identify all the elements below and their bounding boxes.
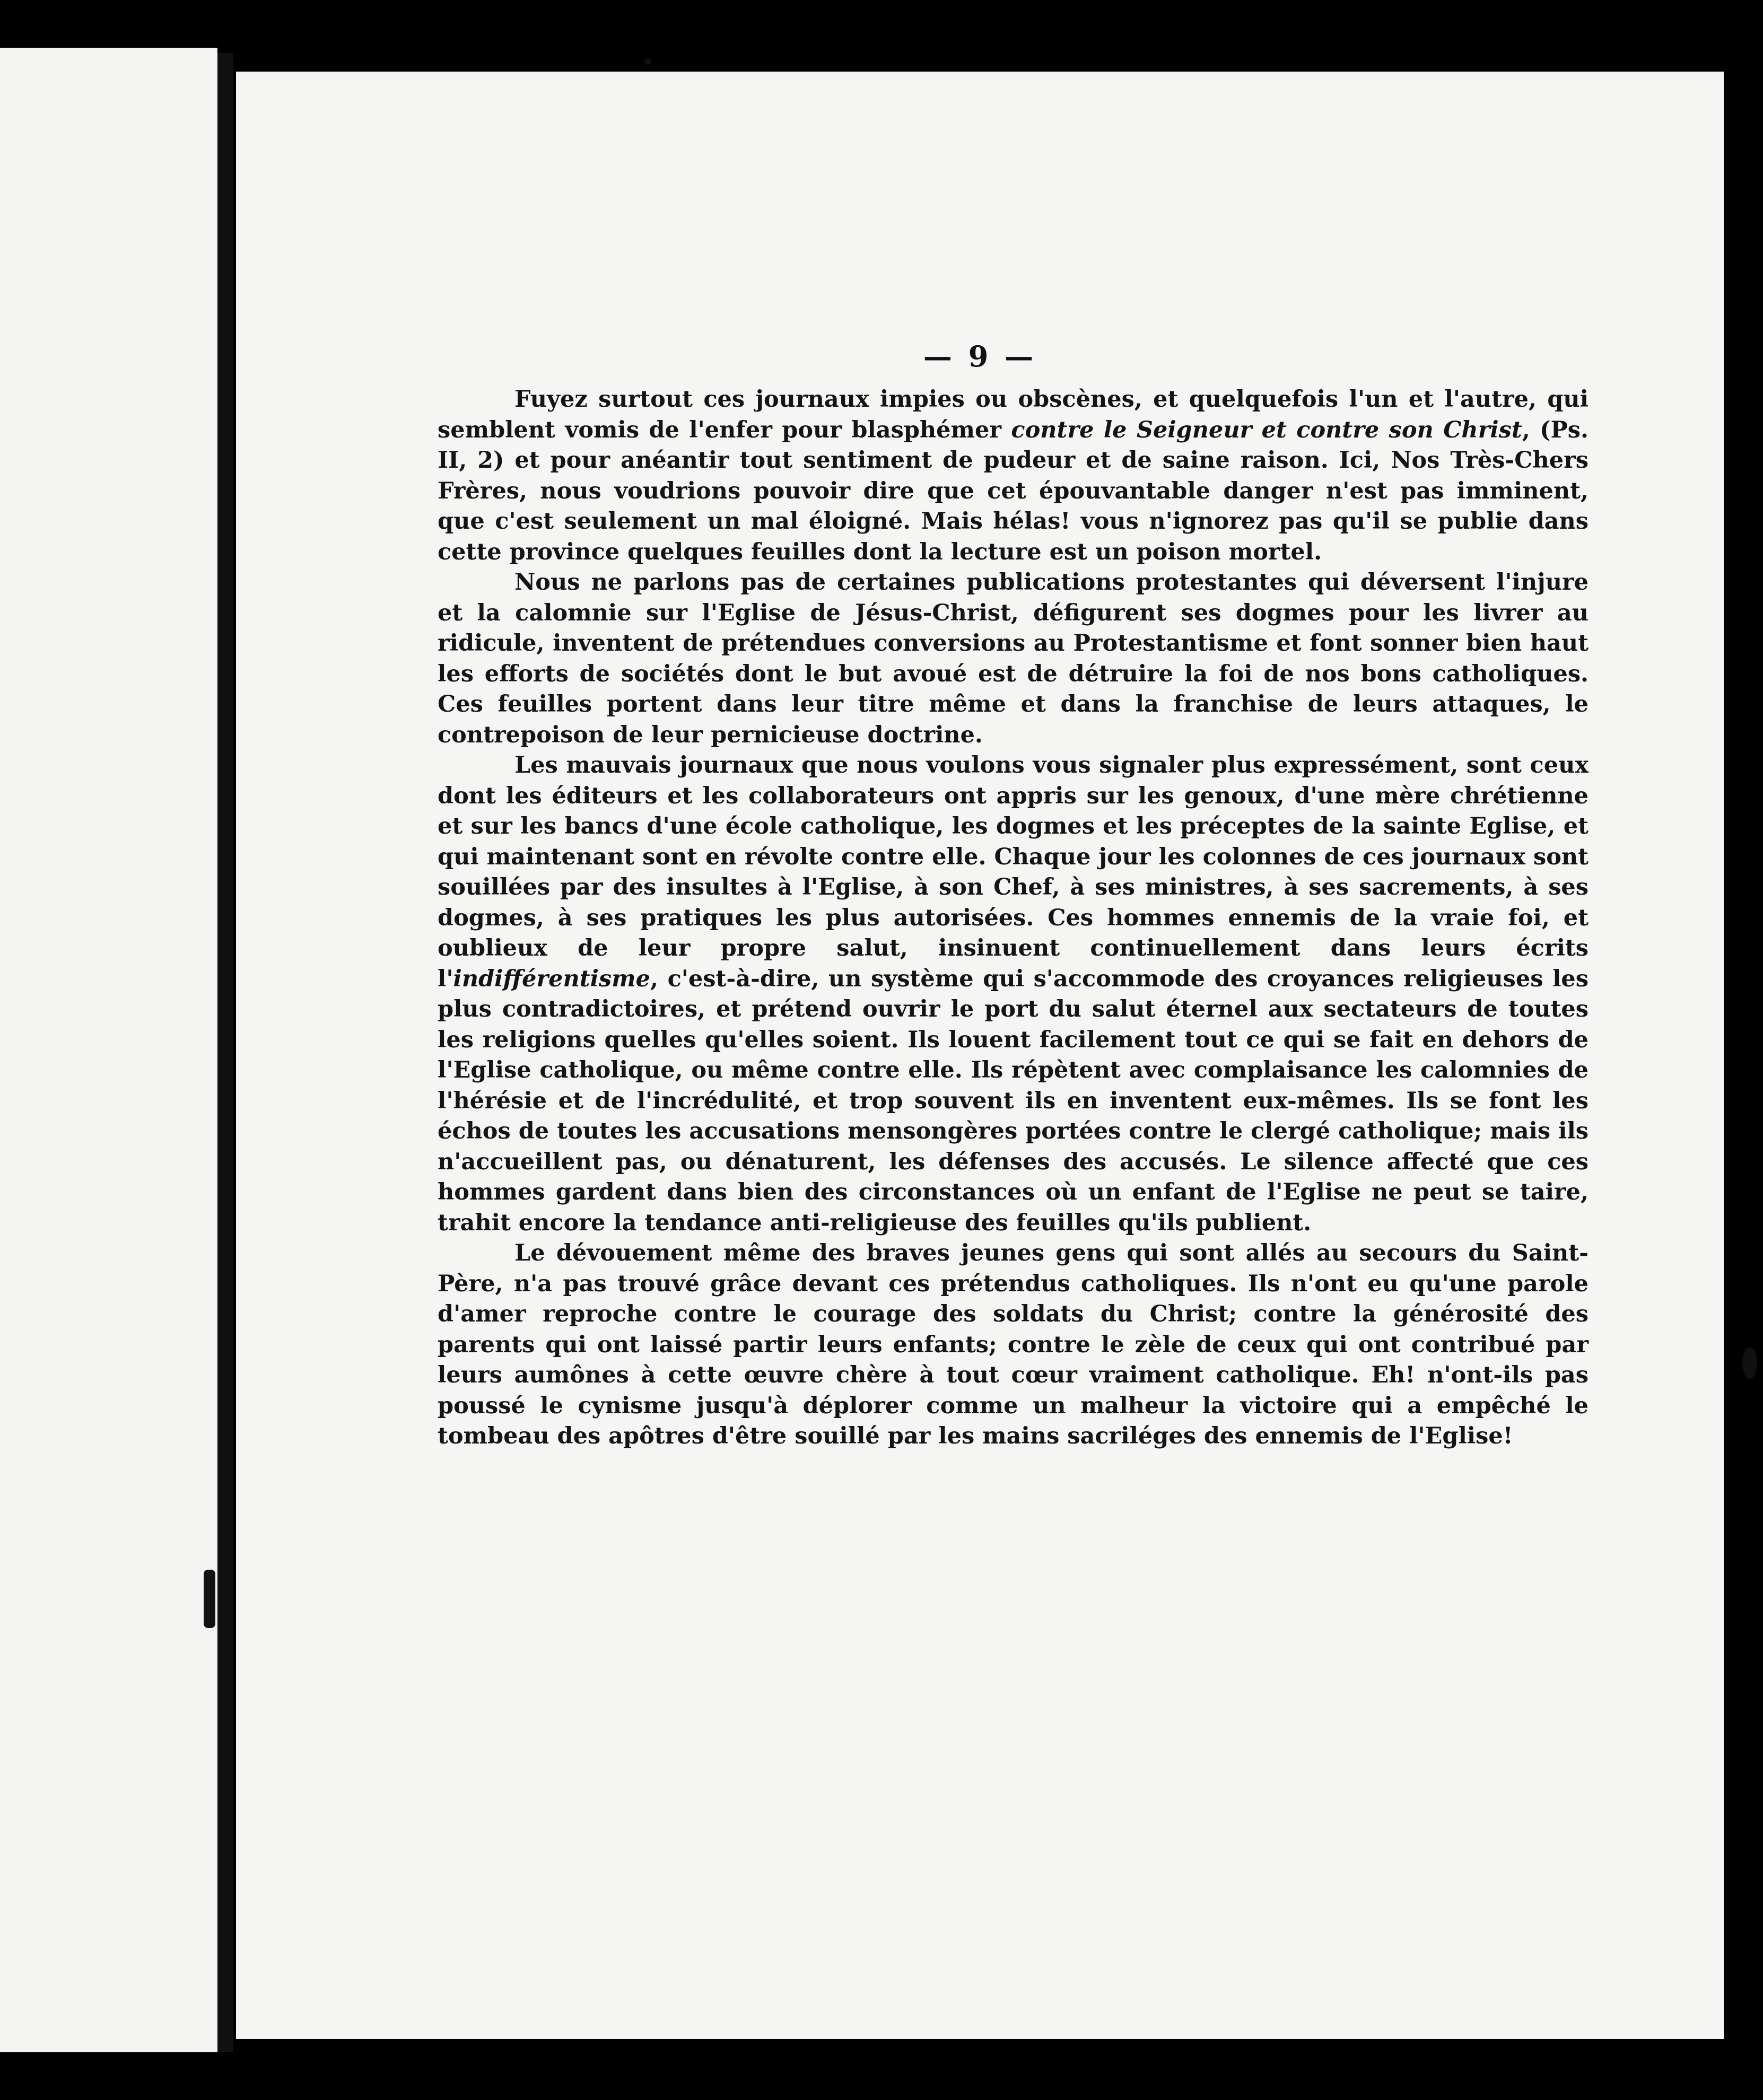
left-page-edge: [0, 48, 217, 2052]
scan-speck: [644, 58, 651, 65]
document-page: [236, 72, 1724, 2039]
paragraph-1: [438, 384, 1589, 567]
paragraph-1-text-cont: , (Ps. II, 2) et pour anéantir tout sentiment de pudeur et de saine raison. Ici, Nos Très-Chers Frères, nous voudrions pouvoir dire que cet épouvantable danger n'est pas imminent, que c'est seulement un mal éloigné. Mais hélas! vous n'ignorez pas qu'il se publie dans cette province quelques feuilles dont la lecture est un poison mortel.: [438, 416, 1589, 565]
paragraph-2-text: Nous ne parlons pas de certaines publications protestantes qui déversent l'injure et la calomnie sur l'Eglise de Jésus-Christ, défigurent ses dogmes pour les livrer au ridicule, inventent de prétendues conversions au Protestantisme et font sonner bien haut les efforts de sociétés dont le but avoué est de détruire la foi de nos bons catholiques. Ces feuilles portent dans leur titre même et dans la franchise de leurs attaques, le contrepoison de leur pernicieuse doctrine.: [438, 569, 1589, 748]
paragraph-3-italic-term: indifférentisme: [453, 965, 650, 992]
paragraph-3-text: Les mauvais journaux que nous voulons vous signaler plus expressément, sont ceux dont les éditeurs et les collaborateurs ont appris sur les genoux, d'une mère chrétienne et sur les bancs d'une école catholique, les dogmes et les préceptes de la sainte Eglise, et qui maintenant sont en révolte contre elle. Chaque jour les colonnes de ces journaux sont souillées par des insultes à l'Eglise, à son Chef, à ses ministres, à ses sacrements, à ses dogmes, à ses pratiques les plus autorisées. Ces hommes ennemis de la vraie foi, et oublieux de leur propre salut, insinuent continuellement dans leurs écrits l': [438, 752, 1589, 992]
paragraph-1-text: Fuyez surtout ces journaux impies ou obscènes, et quelquefois l'un et l'autre, qui semblent vomis de l'enfer pour blasphémer: [438, 386, 1589, 443]
paragraph-4-text: Le dévouement même des braves jeunes gens qui sont allés au secours du Saint-Père, n'a pas trouvé grâce devant ces prétendus catholiques. Ils n'ont eu qu'une parole d'amer reproche contre le courage des soldats du Christ; contre la générosité des parents qui ont laissé partir leurs enfants; contre le zèle de ceux qui ont contribué par leurs aumônes à cette œuvre chère à tout cœur vraiment catholique. Eh! n'ont-ils pas poussé le cynisme jusqu'à déplorer comme un malheur la victoire qui a empêché le tombeau des apôtres d'être souillé par les mains sacriléges des ennemis de l'Eglise!: [438, 1240, 1589, 1449]
paragraph-2: [438, 567, 1589, 750]
paragraph-1-italic-citation: contre le Seigneur et contre son Christ: [1011, 416, 1522, 443]
paragraph-3: [438, 750, 1589, 1238]
scan-speck: [204, 1570, 215, 1628]
body-text: [438, 384, 1589, 1452]
paragraph-4: [438, 1238, 1589, 1452]
scan-speck: [1742, 1347, 1757, 1379]
paragraph-3-text-cont: , c'est-à-dire, un système qui s'accommode des croyances religieuses les plus contradictoires, et prétend ouvrir le port du salut éternel aux sectateurs de toutes les religions quelles qu'elles soient. Ils louent facilement tout ce qui se fait en dehors de l'Eglise catholique, ou même contre elle. Ils répètent avec complaisance les calomnies de l'hérésie et de l'incrédulité, et trop souvent ils en inventent eux-mêmes. Ils se font les échos de toutes les accusations mensongères portées contre le clergé catholique; mais ils n'accueillent pas, ou dénaturent, les défenses des accusés. Le silence affecté que ces hommes gardent dans bien des circonstances où un enfant de l'Eglise ne peut se taire, trahit encore la tendance anti-religieuse des feuilles qu'ils publient.: [438, 965, 1589, 1236]
page-number: — 9 —: [923, 339, 1037, 373]
page-gutter: [217, 53, 233, 2052]
